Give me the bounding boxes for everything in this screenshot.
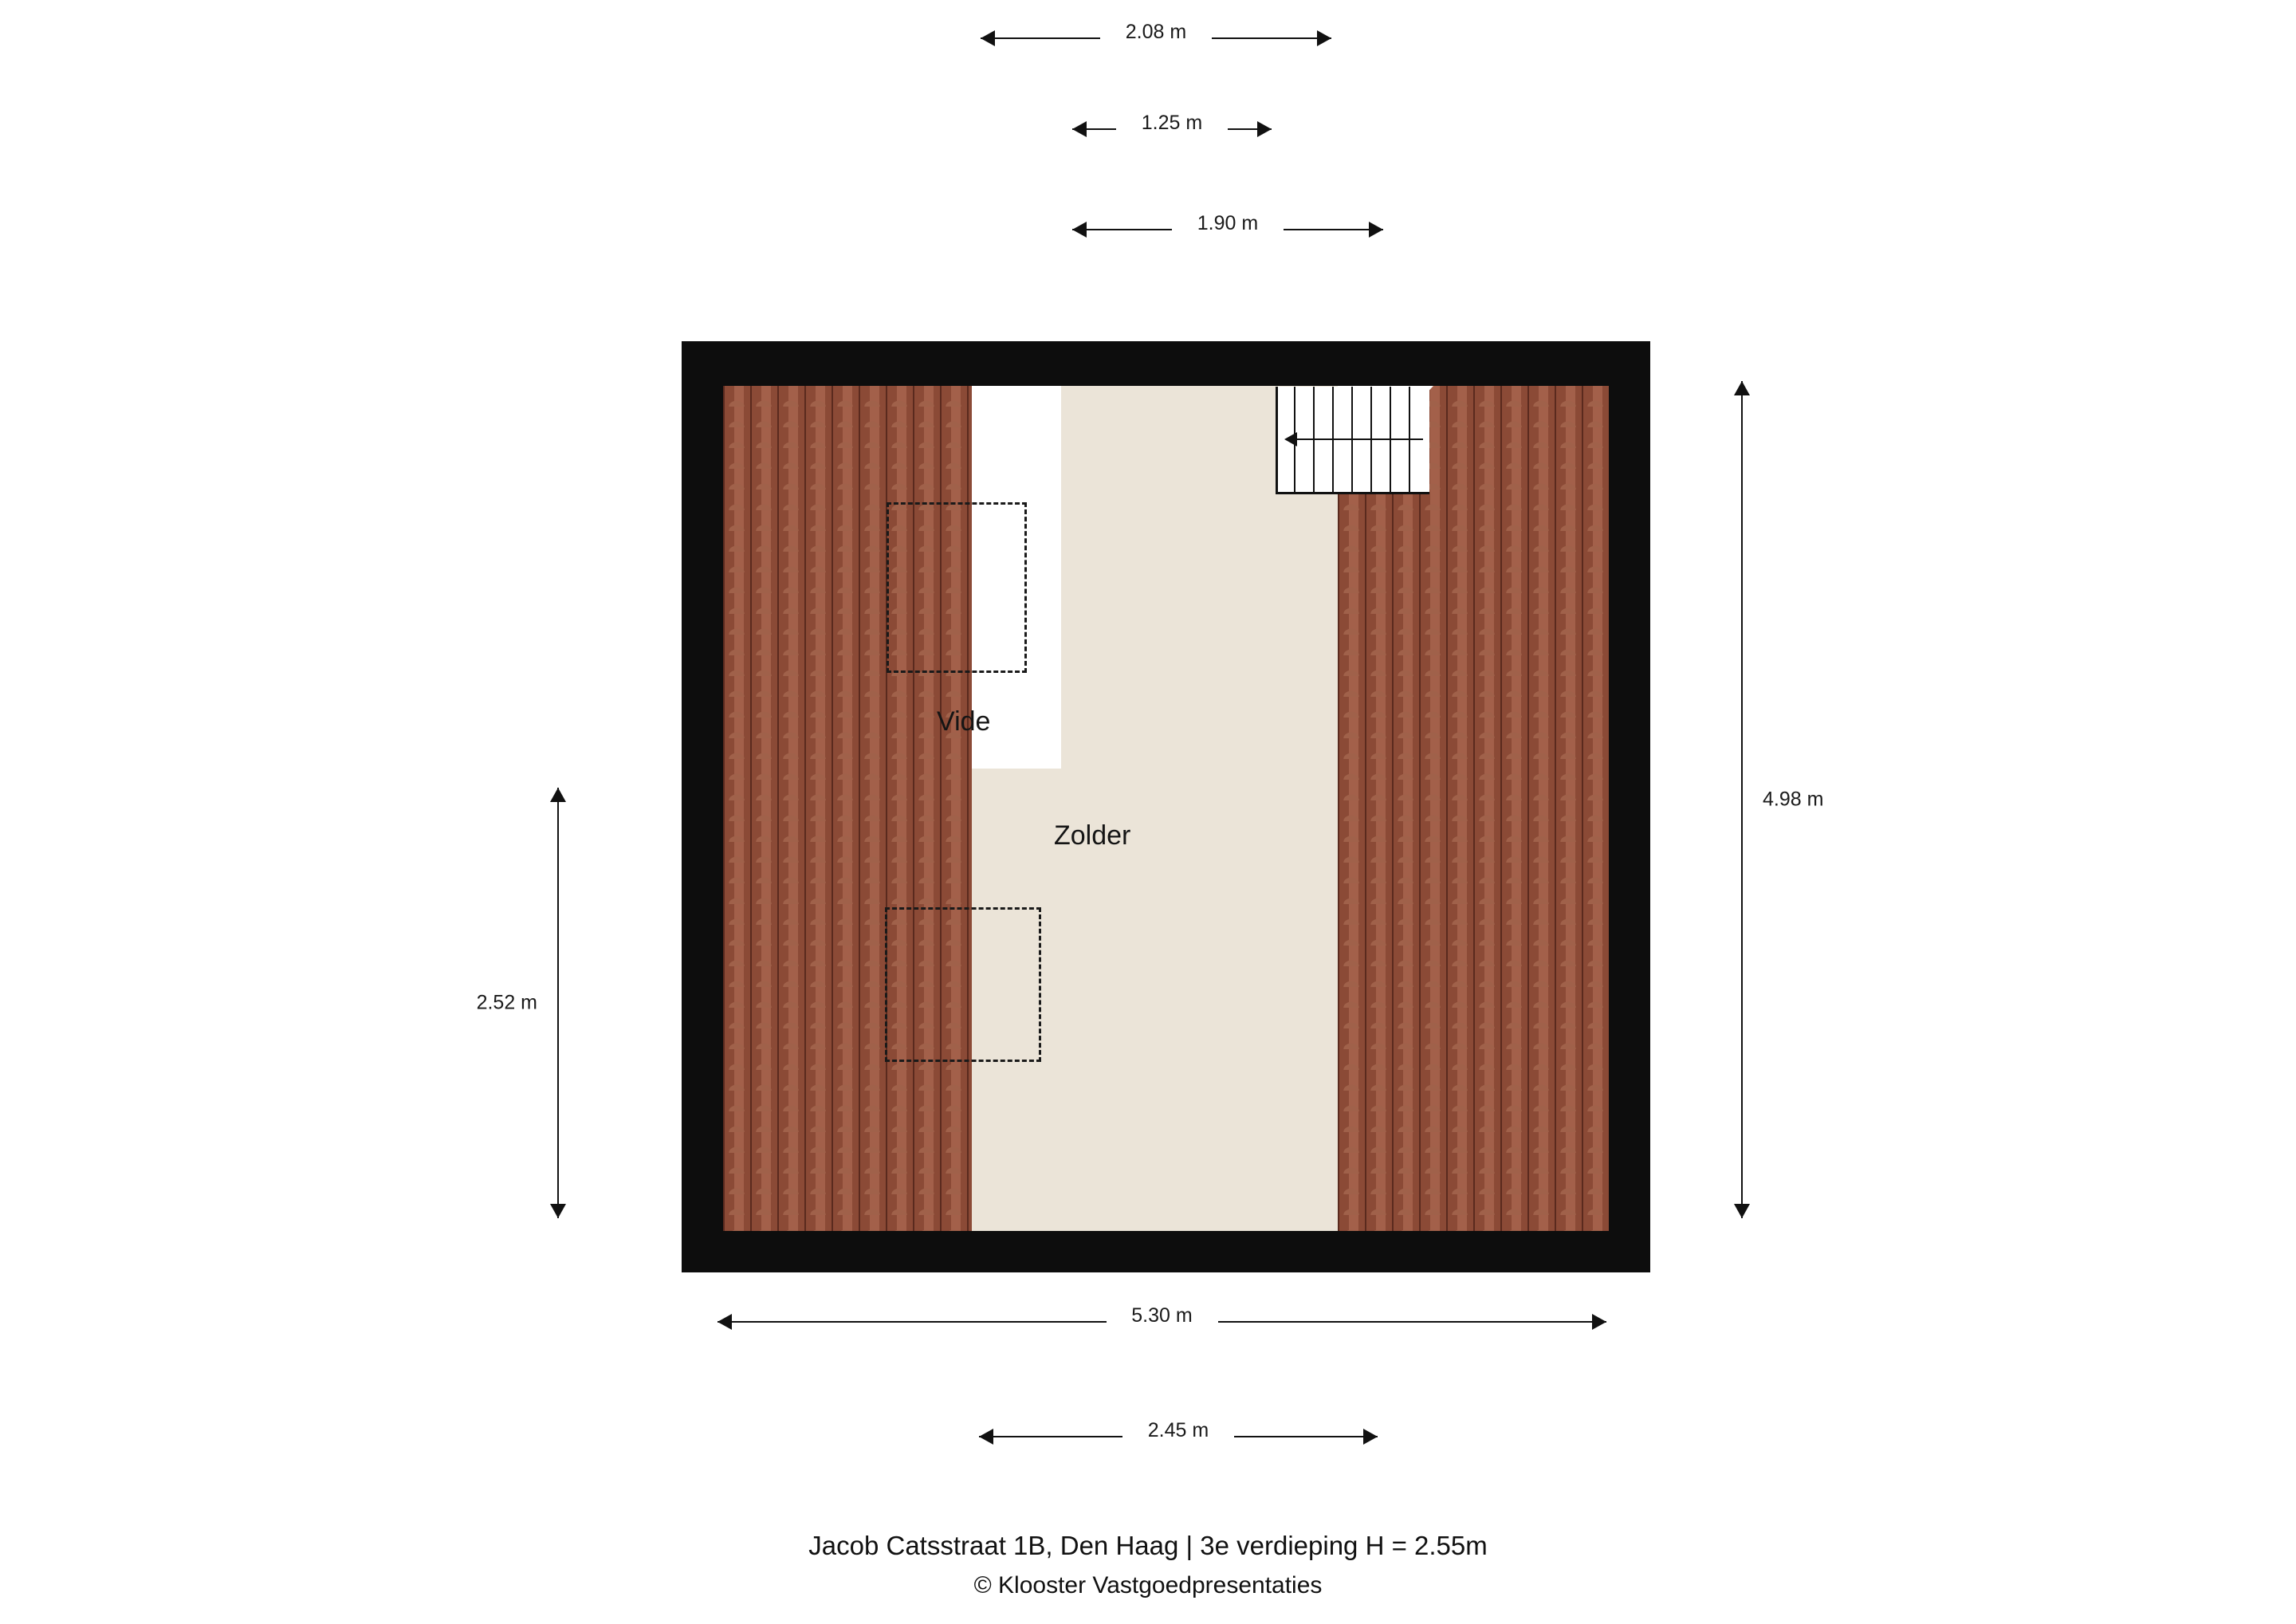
floorplan-interior bbox=[723, 386, 1609, 1231]
skylight-outline-lower bbox=[885, 907, 1041, 1062]
room-label-vide: Vide bbox=[937, 706, 991, 737]
arrow-right-icon bbox=[1363, 1429, 1378, 1445]
floorplan-outline bbox=[682, 341, 1650, 1272]
arrow-left-icon bbox=[1072, 222, 1087, 238]
dimension-label: 2.45 m bbox=[1122, 1416, 1234, 1447]
staircase bbox=[1276, 387, 1429, 494]
arrow-down-icon bbox=[550, 1204, 566, 1218]
skylight-outline-upper bbox=[887, 502, 1027, 673]
room-label-zolder: Zolder bbox=[1054, 820, 1131, 851]
arrow-right-icon bbox=[1317, 30, 1331, 46]
arrow-right-icon bbox=[1257, 121, 1272, 137]
dimension-label: 2.08 m bbox=[1100, 18, 1212, 49]
dimension-bottom-5-30 bbox=[718, 1306, 1606, 1338]
dimension-line bbox=[557, 788, 559, 1218]
dimension-right-4-98 bbox=[1726, 381, 1824, 1218]
arrow-down-icon bbox=[1734, 1204, 1750, 1218]
arrow-up-icon bbox=[550, 788, 566, 802]
arrow-up-icon bbox=[1734, 381, 1750, 395]
arrow-left-icon bbox=[979, 1429, 993, 1445]
dimension-top-2-08 bbox=[981, 22, 1331, 54]
dimension-line bbox=[1741, 381, 1743, 1218]
arrow-right-icon bbox=[1369, 222, 1383, 238]
stair-direction-arrow-icon bbox=[1284, 432, 1297, 446]
dimension-label: 2.52 m bbox=[476, 991, 537, 1014]
dimension-label: 1.90 m bbox=[1172, 209, 1284, 240]
dimension-left-2-52 bbox=[476, 788, 574, 1218]
dimension-top-1-25 bbox=[1072, 113, 1272, 145]
dimension-label: 4.98 m bbox=[1763, 788, 1824, 811]
arrow-left-icon bbox=[718, 1314, 732, 1330]
dimension-label: 1.25 m bbox=[1116, 108, 1228, 140]
arrow-left-icon bbox=[981, 30, 995, 46]
plan-title: Jacob Catsstraat 1B, Den Haag | 3e verdieping H = 2.55m bbox=[808, 1531, 1488, 1560]
dimension-top-1-90 bbox=[1072, 214, 1383, 246]
arrow-right-icon bbox=[1592, 1314, 1606, 1330]
dimension-label: 5.30 m bbox=[1107, 1301, 1218, 1332]
roof-slope-right bbox=[1338, 386, 1609, 1231]
plan-copyright: © Klooster Vastgoedpresentaties bbox=[973, 1572, 1323, 1598]
stair-direction-line bbox=[1291, 438, 1423, 440]
dimension-bottom-2-45 bbox=[979, 1421, 1378, 1453]
arrow-left-icon bbox=[1072, 121, 1087, 137]
